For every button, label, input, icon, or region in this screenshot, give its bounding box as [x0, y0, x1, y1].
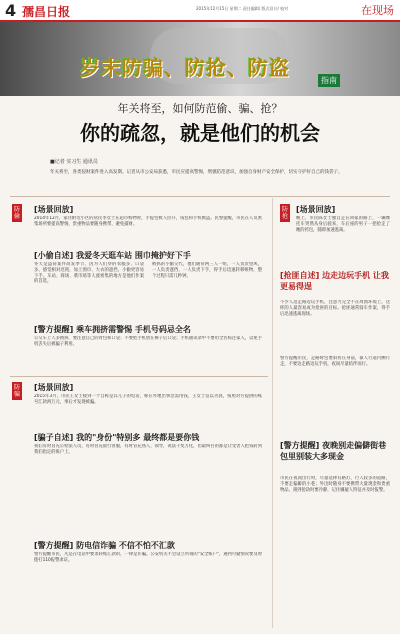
side-label-fraud: 防骗 [13, 384, 20, 398]
article-paragraph: 市民在夜间出行时，尽量选择有路灯、行人较多的道路，不要走偏僻的小巷；外出时随身不要携带大量现金和贵重物品，遇到抢劫时要冷静，记住嫌疑人特征并及时报警。 [280, 476, 390, 493]
page-number: 4 [5, 1, 17, 20]
article-paragraph: 不少人边走路边玩手机，注意力完全不在周围环境上，这样的人最容易成为抢匪的目标。抢匪通常骑车作案，得手后迅速逃离现场。 [280, 300, 390, 317]
field-report-heading: [场景回放] [296, 205, 336, 214]
subheadline: 年关将至，如何防范偷、骗、抢？ [117, 102, 283, 115]
field-report-heading: [场景回放] [34, 205, 74, 214]
article-paragraph: 晚上，市民陈女士独自走在回家的路上，一辆摩托车突然从身后驶来，车后座的男子一把抢走了她的挎包，随即加速逃离。 [296, 216, 390, 233]
article-paragraph: 我们有时冒充公检法人员，有时冒充银行客服，有时冒充熟人、领导，说法千变万化，但最终目的都是让受害人把钱转到我们指定的账户上。 [34, 444, 262, 455]
newspaper-name: 孺昌日报 [22, 5, 71, 19]
page-header [0, 0, 400, 22]
police-tip-heading: [警方提醒] 防电信诈骗 不信不怕不汇款 [34, 541, 175, 550]
headline: 你的疏忽，就是他们的机会 [80, 121, 320, 145]
article-paragraph: 2015年3月，市民王女士接到一个自称是其儿子的电话，称在外地出事急需用钱，王女士信以为真，按照对方提供的账号汇款两万元，事后才发现被骗。 [34, 394, 262, 405]
police-tip-heading: [警方提醒] 乘车拥挤需警惕 手机号码忌全名 [34, 325, 191, 334]
article-paragraph: 公交车上人多拥挤，要注意自己的背包和口袋；不要把手机放在裤子后口袋；手机通讯录中不要用全名标注家人，以免手机丢失后被骗子利用。 [34, 336, 262, 347]
article-paragraph: 冬天是盗窃案件高发季节，因为人们穿的衣服多，口袋多，感觉相对迟钝，加上围巾、大衣的遮挡，小偷更容易下手。车站、商场、菜市场等人流密集的地方是他们作案的首选。 [34, 262, 144, 285]
divider [10, 196, 390, 197]
article-paragraph: 2014年12月，家住附近小区的居民李女士在超市购物时，手提包被人拉开，钱包和手机被盗。民警提醒，市民在人员密集场所要提高警惕，贵重物品要随身携带，避免露财。 [34, 216, 262, 227]
side-label-theft: 防偷 [13, 206, 20, 220]
article-paragraph: 警方提醒市民，走路时包要斜挎在身前，靠人行道内侧行走，不要边走路边玩手机，夜间尽量结伴而行。 [280, 356, 390, 367]
section-name: 在现场 [361, 4, 394, 17]
banner-badge: 指南 [318, 74, 340, 87]
byline: ■记者 实习生 通讯员 [50, 159, 98, 165]
column-divider [272, 198, 273, 628]
feature-banner [0, 22, 400, 96]
article-paragraph: 被抓的小偷交代，他们通常两三人一组，一人负责望风，一人负责遮挡，一人负责下手，得手后迅速转移赃物，整个过程只需几秒钟。 [152, 262, 262, 279]
issue-info: 2015年12月15日 星期二 责任编辑/ 版式设计/ 校对 [196, 6, 289, 11]
banner-title: 岁末防骗、防抢、防盗 [80, 56, 290, 80]
thief-confession-heading: [小偷自述] 我爱冬天逛车站 围巾掩护好下手 [34, 251, 191, 260]
scammer-confession-heading: [骗子自述] 我的"身份"特别多 最终都是要你钱 [34, 433, 200, 442]
article-paragraph: 警方提醒市民，凡是在电话中要求转账汇款的，一律是诈骗。公安机关不会设立所谓的"安全账户"，遇到可疑情况要及时拨打110报警求证。 [34, 552, 262, 563]
police-tip-heading: [警方提醒] 夜晚别走偏僻街巷 包里别装大多现金 [280, 441, 387, 461]
lead-paragraph: 年关将至，各类侵财案件进入高发期。记者从市公安局获悉，市民应提高警惕，增强防范意识，加强自身财产安全保护，切实守护好自己的钱袋子。 [50, 170, 343, 175]
robber-confession-heading: [抢匪自述] 边走边玩手机 让我更易得逞 [280, 271, 389, 291]
field-report-heading: [场景回放] [34, 383, 74, 392]
side-label-robbery: 防抢 [281, 206, 288, 220]
divider [10, 376, 268, 377]
